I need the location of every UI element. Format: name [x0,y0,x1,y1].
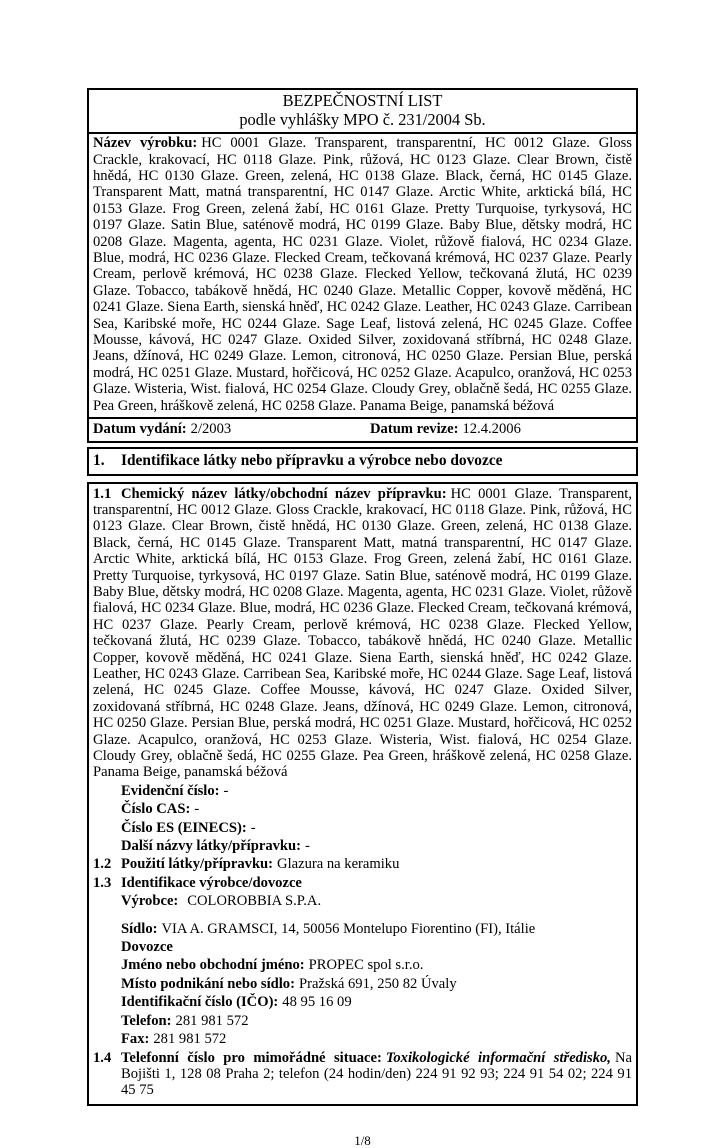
page-number: 1/8 [354,1132,371,1148]
field-cas-number-value: - [194,801,200,818]
field-cas-number-label: Číslo CAS: [121,801,191,818]
importer-fax-value: 281 981 572 [153,1031,227,1048]
item-1-3-number: 1.3 [93,874,112,891]
item-1-1-fields [121,783,632,855]
item-1-4 [93,1050,632,1099]
importer-place-value: Pražská 691, 250 82 Úvaly [298,975,457,992]
item-1-4-number: 1.4 [93,1049,112,1066]
item-1-2-label: Použití látky/přípravku: [121,856,274,873]
item-1-1-label: Chemický název látky/obchodní název přípravku: [121,485,447,502]
product-name-paragraph [93,135,632,414]
importer-phone-row [121,1013,632,1029]
importer-id-value: 48 95 16 09 [282,994,352,1011]
importer-phone-label: Telefon: [121,1012,172,1029]
section-1-number: 1. [93,451,105,469]
importer-heading [121,939,632,955]
item-1-2-value: Glazura na keramiku [277,856,400,873]
revision-date-value: 12.4.2006 [462,421,521,438]
section-1-title: Identifikace látky nebo přípravku a výrobce nebo dovozce [121,451,503,469]
field-evidence-number-label: Evidenční číslo: [121,782,220,799]
seat-label: Sídlo: [121,920,158,937]
field-cas-number [121,801,632,817]
importer-fax-label: Fax: [121,1031,150,1048]
field-other-names-label: Další názvy látky/přípravku: [121,838,302,855]
item-1-2-number: 1.2 [93,856,112,873]
field-evidence-number [121,783,632,799]
importer-name-value: PROPEC spol s.r.o. [308,957,424,974]
revision-date [370,421,632,437]
product-name-label: Název výrobku: [93,135,198,152]
revision-date-label: Datum revize: [370,421,459,438]
item-1-1-number: 1.1 [93,485,112,502]
header-table [87,88,638,443]
product-name-list: HC 0001 Glaze. Transparent, transparentní, HC 0012 Glaze. Gloss Crackle, krakovací, HC 0118 Glaze. Pink, růžová, HC 0123 Glaze. Clear Brown, čistě hnědá, HC 0130 Glaze. Green, zelená, HC 0138 Glaze. Black, černá, HC 0145 Glaze. Transparent Matt, matná transparentní, HC 0147 Glaze. Arctic White, arktická bílá, HC 0153 Glaze. Frog Green, zelená žabí, HC 0161 Glaze. Pretty Turquoise, tyrkysová, HC 0197 Glaze. Satin Blue, saténově modrá, HC 0199 Glaze. Baby Blue, dětsky modrá, HC 0208 Glaze. Magenta, agenta, HC 0231 Glaze. Violet, růžově fialová, HC 0234 Glaze. Blue, modrá, HC 0236 Glaze. Flecked Cream, tečkovaná krémová, HC 0237 Glaze. Pearly Cream, perlově krémová, HC 0238 Glaze. Flecked Yellow, tečkovaná žlutá, HC 0239 Glaze. Tobacco, tabákově hnědá, HC 0240 Glaze. Metallic Copper, kovově měděná, HC 0241 Glaze. Siena Earth, sienská hněď, HC 0242 Glaze. Leather, HC 0243 Glaze. Carribean Sea, Karibské moře, HC 0244 Glaze. Sage Leaf, listová zelená, HC 0245 Glaze. Coffee Mousse, kávová, HC 0247 Glaze. Oxided Silver, zoxidovaná stříbrná, HC 0248 Glaze. Jeans, džínová, HC 0249 Glaze. Lemon, citronová, HC 0250 Glaze. Persian Blue, perská modrá, HC 0251 Glaze. Mustard, hořčicová, HC 0252 Glaze. Acapulco, oranžová, HC 0253 Glaze. Wisteria, Wist. fialová, HC 0254 Glaze. Cloudy Grey, oblačně šedá, HC 0255 Glaze. Pea Green, hráškově zelená, HC 0258 Glaze. Panama Beige, panamská béžová [93,135,632,414]
field-other-names [121,838,632,854]
producer-label: Výrobce: [121,893,179,910]
issue-date-value: 2/2003 [190,421,232,438]
importer-phone-value: 281 981 572 [175,1012,249,1029]
importer-place-row [121,976,632,992]
importer-name-label: Jméno nebo obchodní jméno: [121,957,305,974]
product-name-cell [89,134,636,419]
importer-heading-label: Dovozce [121,939,173,956]
item-1-2 [93,856,632,872]
item-1-3-heading [93,875,632,891]
item-1-3-fields [121,893,632,1047]
document-subtitle: podle vyhlášky MPO č. 231/2004 Sb. [239,109,486,129]
item-1-3-title: Identifikace výrobce/dovozce [121,874,302,891]
producer-value: COLOROBBIA S.P.A. [187,893,322,910]
importer-id-row [121,994,632,1010]
date-row [89,419,636,440]
seat-value: VIA A. GRAMSCI, 14, 50056 Montelupo Fiorentino (FI), Itálie [161,920,536,937]
section-1-content [87,482,638,1106]
field-evidence-number-value: - [223,782,229,799]
importer-place-label: Místo podnikání nebo sídlo: [121,975,295,992]
seat-row [121,921,632,937]
item-1-4-details: Na Bojišti 1, 128 08 Praha 2; telefon (24 hodin/den) 224 91 92 93; 224 91 54 02; 224 91 45 75 [121,1049,632,1099]
importer-name-row [121,957,632,973]
safety-data-sheet [87,88,638,1148]
importer-fax-row [121,1031,632,1047]
field-einecs-number-label: Číslo ES (EINECS): [121,819,247,836]
item-1-1-glaze-list: HC 0001 Glaze. Transparent, transparentní, HC 0012 Glaze. Gloss Crackle, krakovací, HC 0118 Glaze. Pink, růžová, HC 0123 Glaze. Clear Brown, čistě hnědá, HC 0130 Glaze. Green, zelená, HC 0138 Glaze. Black, černá, HC 0145 Glaze. Transparent Matt, matná transparentní, HC 0147 Glaze. Arctic White, arktická bílá, HC 0153 Glaze. Frog Green, zelená žabí, HC 0161 Glaze. Pretty Turquoise, tyrkysová, HC 0197 Glaze. Satin Blue, saténově modrá, HC 0199 Glaze. Baby Blue, dětsky modrá, HC 0208 Glaze. Magenta, agenta, HC 0231 Glaze. Violet, růžově fialová, HC 0234 Glaze. Blue, modrá, HC 0236 Glaze. Flecked Cream, tečkovaná krémová, HC 0237 Glaze. Pearly Cream, perlově krémová, HC 0238 Glaze. Flecked Yellow, tečkovaná žlutá, HC 0239 Glaze. Tobacco, tabákově hnědá, HC 0240 Glaze. Metallic Copper, kovově měděná, HC 0241 Glaze. Siena Earth, sienská hněď, HC 0242 Glaze. Leather, HC 0243 Glaze. Carribean Sea, Karibské moře, HC 0244 Glaze. Sage Leaf, listová zelená, HC 0245 Glaze. Coffee Mousse, kávová, HC 0247 Glaze. Oxided Silver, zoxidovaná stříbrná, HC 0248 Glaze. Jeans, džínová, HC 0249 Glaze. Lemon, citronová, HC 0250 Glaze. Persian Blue, perská modrá, HC 0251 Glaze. Mustard, hořčicová, HC 0252 Glaze. Acapulco, oranžová, HC 0253 Glaze. Wisteria, Wist. fialová, HC 0254 Glaze. Cloudy Grey, oblačně šedá, HC 0255 Glaze. Pea Green, hráškově zelená, HC 0258 Glaze. Panama Beige, panamská béžová [93,485,632,781]
issue-date [93,421,370,437]
producer-row [121,893,632,909]
item-1-4-organization: Toxikologické informační středisko, [385,1049,611,1066]
field-einecs-number [121,820,632,836]
item-1-4-label: Telefonní číslo pro mimořádné situace: [121,1049,382,1066]
issue-date-label: Datum vydání: [93,421,187,438]
title-cell [89,90,636,134]
item-1-1-paragraph [93,486,632,781]
field-einecs-number-value: - [250,819,256,836]
field-other-names-value: - [305,838,310,855]
importer-id-label: Identifikační číslo (IČO): [121,994,279,1011]
document-title: BEZPEČNOSTNÍ LIST [282,91,443,110]
section-1-heading [87,447,638,476]
